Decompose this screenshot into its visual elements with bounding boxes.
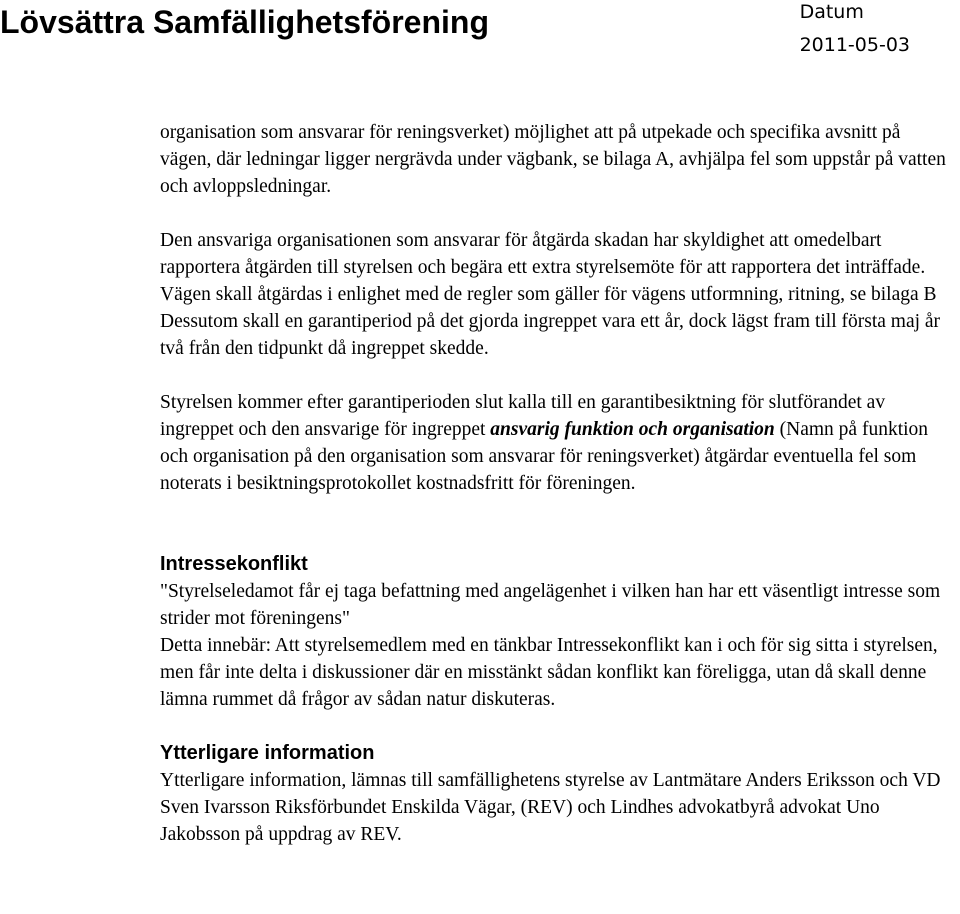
paragraph-text: (Namn på funktion och organisation på den organisation som ansvarar för reningsverket) åtgärdar eventuella fel som noterats i besiktningsprotokollet kostnadsfritt för föreningen. — [160, 419, 929, 494]
emphasized-text: ansvarig funktion och organisation — [490, 419, 775, 440]
date-block — [800, 0, 910, 62]
paragraph-spacer — [160, 362, 950, 389]
paragraph-warranty-inspection — [160, 389, 950, 497]
paragraph-spacer — [160, 524, 950, 551]
paragraph-spacer — [160, 200, 950, 227]
section-heading-info: Ytterligare information — [160, 742, 375, 764]
section-heading-conflict: Intressekonflikt — [160, 553, 308, 575]
paragraph-excavation-access: organisation som ansvarar för reningsverket) möjlighet att på utpekade och specifika avsnitt på vägen, där ledningar ligger nergrävda under vägbank, se bilaga A, avhjälpa fel som uppstår på vatten och avloppsledningar. — [160, 122, 946, 197]
paragraph-reporting-duty: Den ansvariga organisationen som ansvarar för åtgärda skadan har skyldighet att omedelbart rapportera åtgärden till styrelsen och begära ett extra styrelsemöte för att rapportera det inträffade. Vägen skall åtgärdas i enlighet med de regler som gäller för vägens utformning, ritning, se bilaga B Dessutom skall en garantiperiod på det gjorda ingreppet vara ett år, dock lägst fram till första maj år två från den tidpunkt då ingreppet skedde. — [160, 230, 941, 359]
paragraph-conflict-explanation: Detta innebär: Att styrelsemedlem med en tänkbar Intressekonflikt kan i och för sig sitta i styrelsen, men får inte delta i diskussioner där en misstänkt sådan konflikt kan föreligga, utan då skall denne lämna rummet då frågor av sådan natur diskuteras. — [160, 635, 938, 710]
date-value: 2011-05-03 — [799, 34, 910, 56]
paragraph-conflict-quote: "Styrelseledamot får ej taga befattning med angelägenhet i vilken han har ett väsentligt intresse som strider mot föreningens" — [160, 581, 941, 629]
document-title: Lövsättra Samfällighetsförening — [0, 4, 489, 40]
paragraph-text: Styrelsen kommer efter garantiperioden slut kalla till en garantibesiktning för slutförandet av ingreppet och den ansvarige för ingreppet — [160, 392, 886, 440]
paragraph-info: Ytterligare information, lämnas till samfällighetens styrelse av Lantmätare Anders Eriksson och VD Sven Ivarsson Riksförbundet Enskilda Vägar, (REV) och Lindhes advokatbyrå advokat Uno Jakobsson på uppdrag av REV. — [160, 770, 941, 845]
paragraph-spacer — [160, 497, 950, 524]
paragraph-spacer — [160, 713, 950, 740]
date-label: Datum — [799, 1, 864, 23]
document-body — [160, 119, 950, 848]
